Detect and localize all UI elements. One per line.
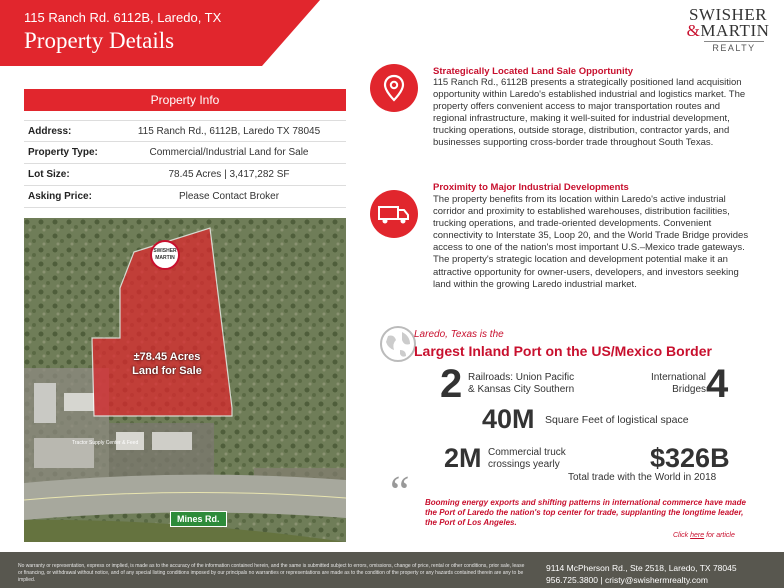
logo-line-3: REALTY bbox=[704, 41, 764, 53]
section-title-proximity: Proximity to Major Industrial Developments bbox=[433, 182, 629, 193]
road-sign-mines-rd: Mines Rd. bbox=[170, 511, 227, 527]
bridges-line-1: International bbox=[650, 372, 706, 383]
info-value: Please Contact Broker bbox=[178, 191, 280, 202]
section-body-location: 115 Ranch Rd., 6112B presents a strategically positioned land acquisition opportunity within Laredo's established industrial and logistics market. The property offers convenient access to major transportation routes and regional infrastructure, making it well-suited for industrial development, trucking operations, outside storage, distribution, contractor yards, and businesses supporting cross-border trade throughout South Texas. bbox=[433, 77, 746, 149]
header-address: 115 Ranch Rd. 6112B, Laredo, TX bbox=[24, 10, 222, 25]
globe-graphic bbox=[378, 324, 418, 364]
info-row-type bbox=[24, 142, 346, 164]
truck-icon bbox=[370, 190, 418, 238]
sqft-count: 40M bbox=[482, 404, 535, 434]
truck-crossings-text bbox=[488, 447, 566, 471]
company-logo bbox=[682, 6, 774, 53]
map-pin-icon bbox=[370, 64, 418, 112]
railroads-text bbox=[468, 372, 574, 396]
info-row-lot-size bbox=[24, 164, 346, 186]
info-row-address bbox=[24, 120, 346, 142]
map-pin-logo bbox=[150, 240, 180, 270]
acreage-label bbox=[122, 350, 212, 378]
footer-contact bbox=[546, 562, 737, 586]
info-value: 78.45 Acres | 3,417,282 SF bbox=[168, 169, 290, 180]
aerial-map-graphic bbox=[24, 218, 346, 542]
footer-separator: | bbox=[600, 575, 603, 585]
property-info-heading: Property Info bbox=[24, 89, 346, 111]
page-title: Property Details bbox=[24, 28, 175, 53]
acreage-line-1: ±78.45 Acres bbox=[133, 351, 201, 363]
aerial-map[interactable] bbox=[24, 218, 346, 542]
header-ribbon bbox=[0, 0, 320, 66]
pin-logo-line-1: SWISHER bbox=[153, 248, 177, 254]
bridges-count: 4 bbox=[706, 362, 729, 406]
info-value: 115 Ranch Rd., 6112B, Laredo TX 78045 bbox=[137, 125, 321, 137]
info-row-price bbox=[24, 186, 346, 208]
truck-line-1: Commercial truck bbox=[488, 447, 566, 458]
section-title-location: Strategically Located Land Sale Opportunity bbox=[433, 66, 634, 77]
info-label: Lot Size: bbox=[28, 169, 70, 180]
sqft-text: Square Feet of logistical space bbox=[545, 414, 689, 426]
footer-disclaimer: No warranty or representation, express or implied, is made as to the accuracy of the information contained herein, and the same is submitted subject to errors, omissions, change of price, rental or other conditions, prior sale, lease or financing, or withdrawal without notice, and of any special listing conditions imposed by our principals no warranties or representations are made as to the condition of the property or any hazards contained therein are any to be implied. bbox=[18, 563, 525, 583]
pin-logo-line-2: MARTIN bbox=[155, 255, 175, 261]
info-label: Asking Price: bbox=[28, 191, 92, 202]
logo-line-1: SWISHER bbox=[688, 5, 768, 24]
port-title: Largest Inland Port on the US/Mexico Border bbox=[414, 343, 712, 359]
truck-crossings-count: 2M bbox=[444, 443, 482, 473]
section-body-proximity: The property benefits from its location within Laredo's active industrial corridor and proximity to established warehouses, distribution facilities, trucking operations, and trade-oriented developments. Convenient connectivity to Interstate 35, Loop 20, and the World Trade Bridge provides access to one of the nation's most important U.S.–Mexico trade gateways. The property's strategic location and development potential make it an attractive opportunity for owner-users, developers, and investors seeking land within the growing Laredo industrial market. bbox=[433, 194, 749, 290]
railroads-count: 2 bbox=[440, 362, 463, 406]
property-info-table bbox=[24, 120, 346, 208]
acreage-line-2: Land for Sale bbox=[132, 365, 202, 377]
info-label: Address: bbox=[28, 125, 72, 137]
railroads-line-1: Railroads: Union Pacific bbox=[468, 372, 575, 383]
footer-email[interactable]: cristy@swishermrealty.com bbox=[604, 575, 708, 585]
location-icon-circle bbox=[370, 64, 418, 112]
logo-line-2-text: MARTIN bbox=[700, 21, 770, 40]
article-quote: Booming energy exports and shifting patterns in international commerce have made the Port of Laredo the nation's top center for trade, supplanting the longtime leader, the Port of Los Angeles. bbox=[425, 498, 746, 527]
truck-line-2: crossings yearly bbox=[488, 459, 560, 470]
click-post: for article bbox=[704, 532, 735, 539]
logo-line-2 bbox=[682, 23, 774, 39]
bridges-text bbox=[644, 372, 706, 396]
footer-phone-email bbox=[546, 574, 737, 586]
truck-icon-circle bbox=[370, 190, 418, 238]
info-value: Commercial/Industrial Land for Sale bbox=[149, 147, 309, 158]
bridges-line-2: Bridges bbox=[672, 384, 706, 395]
globe-icon bbox=[378, 324, 418, 364]
article-link[interactable]: here bbox=[690, 532, 705, 539]
railroads-line-2: & Kansas City Southern bbox=[468, 384, 575, 395]
footer-address: 9114 McPherson Rd., Ste 2518, Laredo, TX 78045 bbox=[546, 563, 737, 573]
article-link-text bbox=[673, 532, 735, 539]
store-label: Tractor Supply Center & Feed bbox=[72, 440, 139, 446]
footer-phone[interactable]: 956.725.3800 bbox=[546, 575, 598, 585]
quote-icon: “ bbox=[390, 467, 410, 516]
info-label: Property Type: bbox=[28, 147, 98, 158]
click-pre: Click bbox=[673, 532, 691, 539]
port-subtitle: Laredo, Texas is the bbox=[414, 329, 504, 340]
trade-total: $326B bbox=[650, 443, 730, 473]
trade-text: Total trade with the World in 2018 bbox=[568, 472, 717, 483]
logo-ampersand: & bbox=[686, 21, 701, 40]
